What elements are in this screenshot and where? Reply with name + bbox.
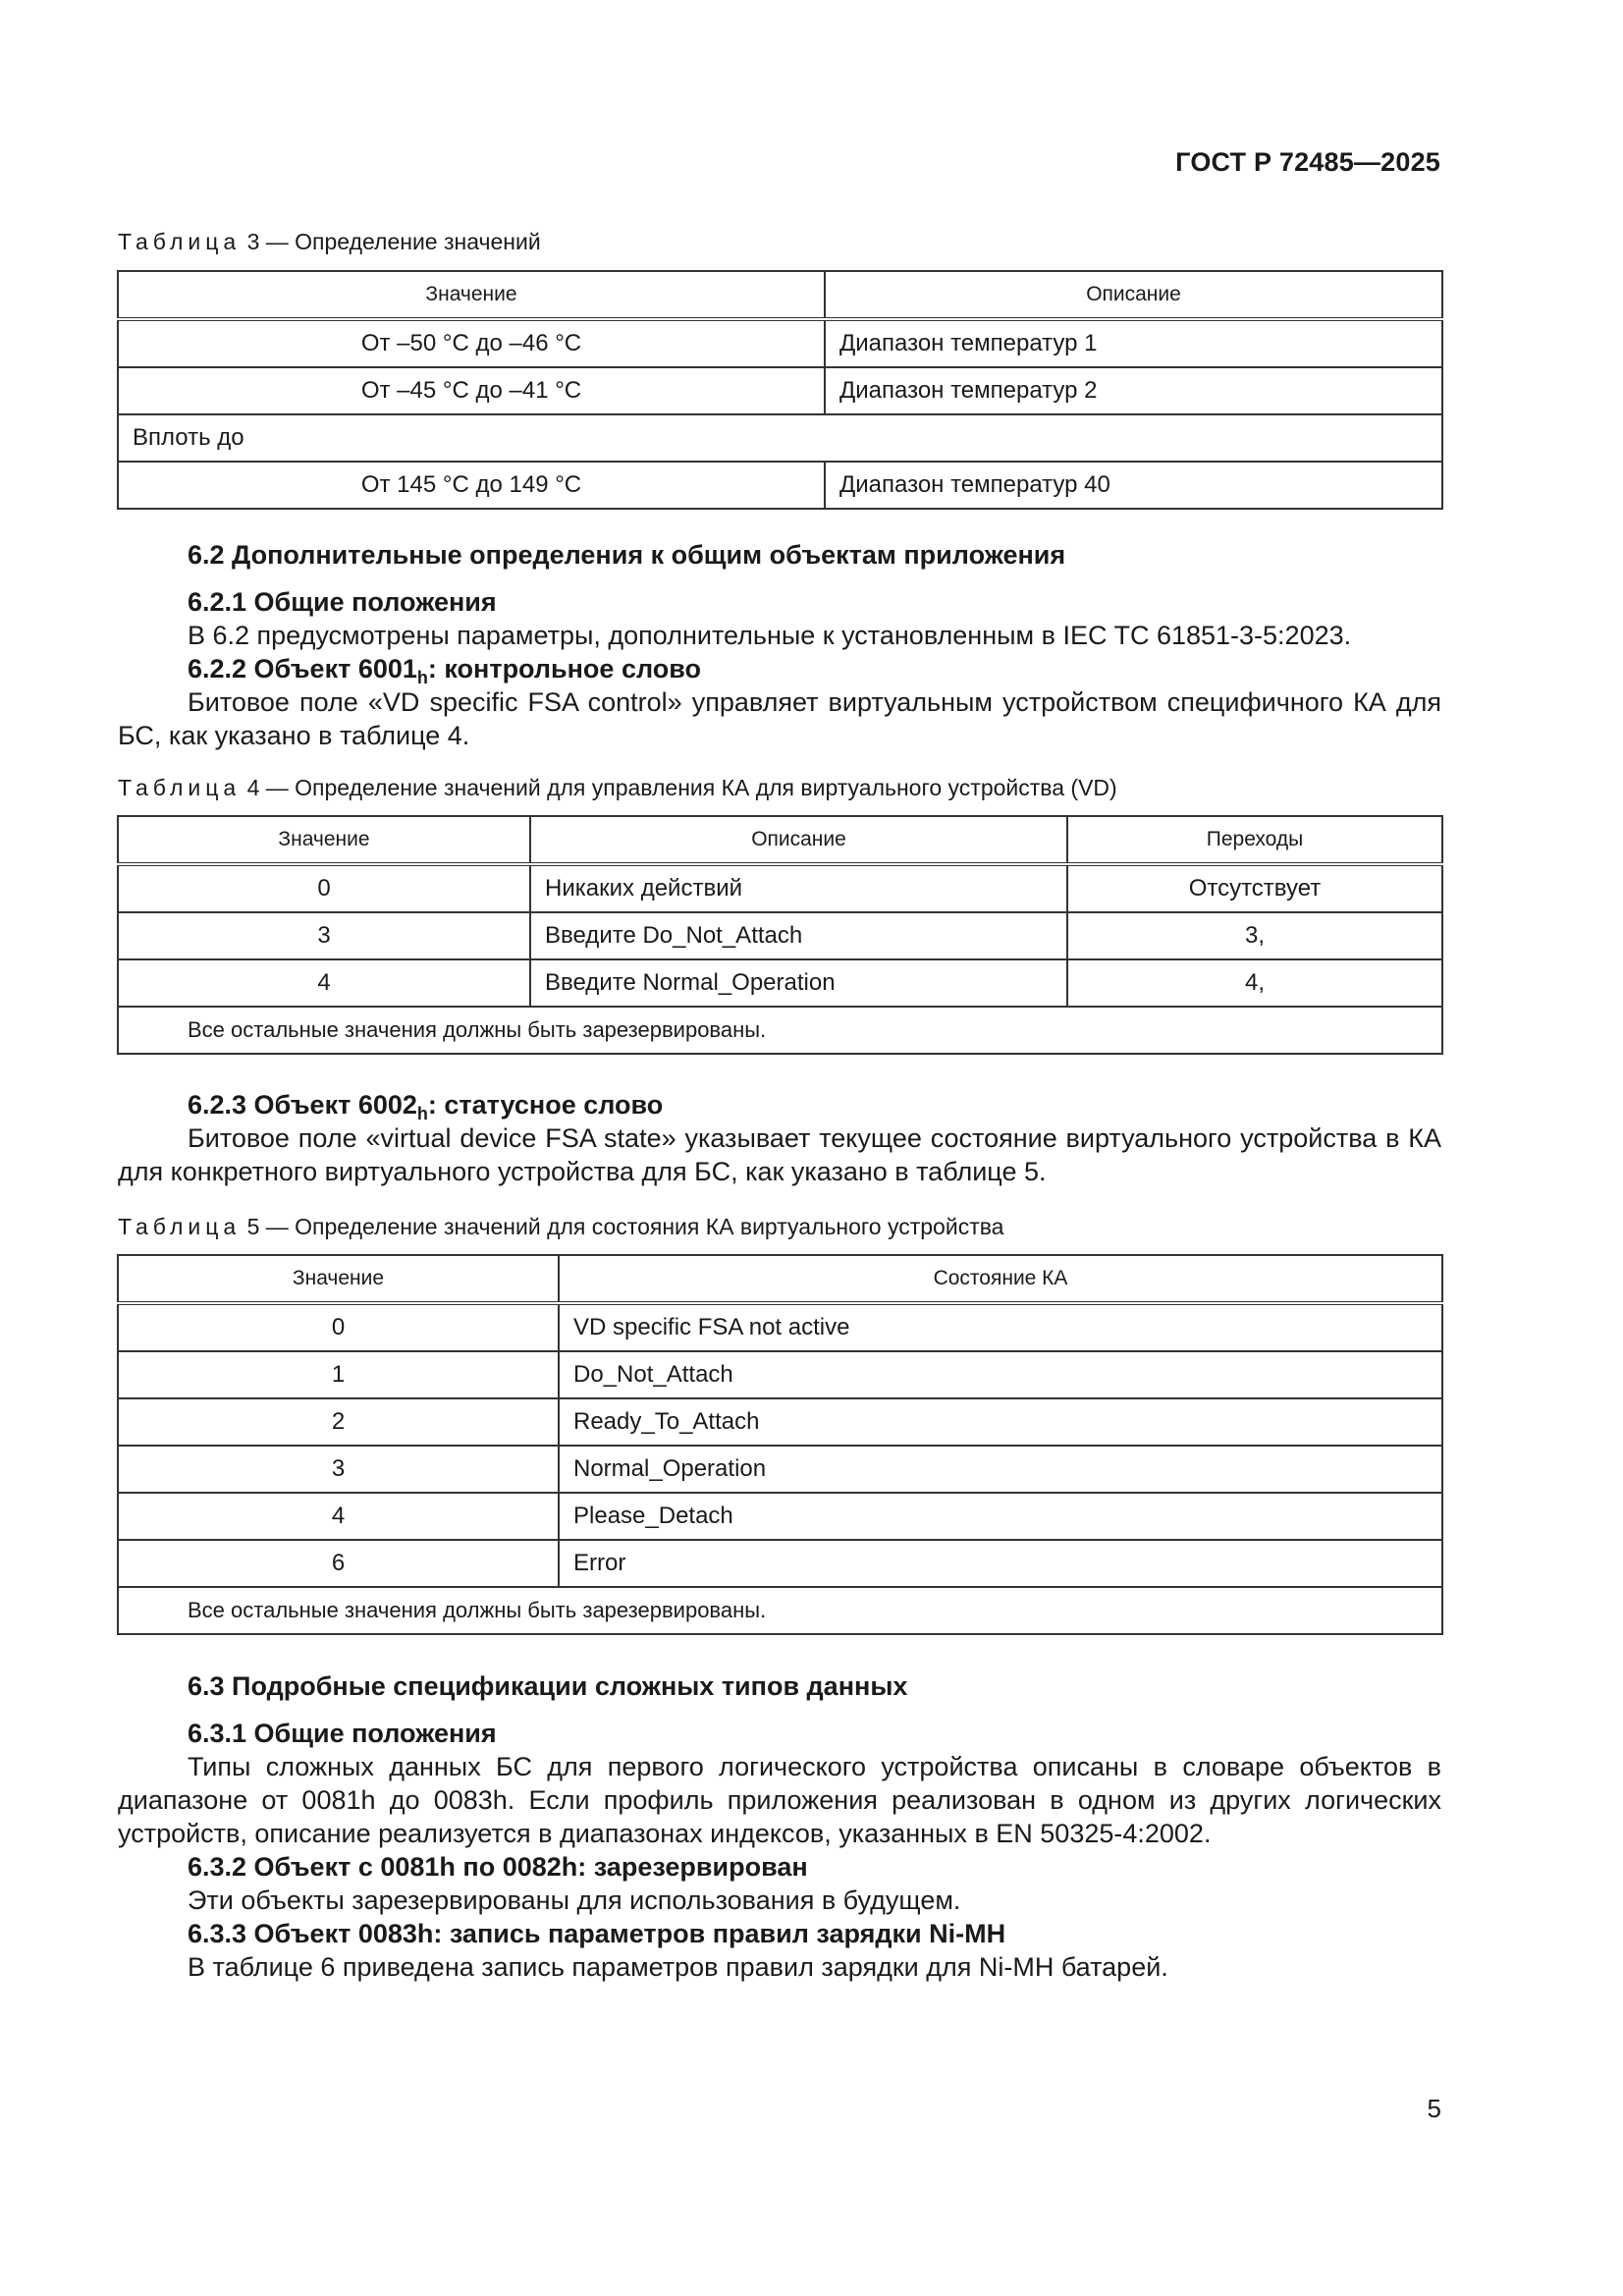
table-cell: Отсутствует	[1067, 864, 1442, 912]
table-note: Все остальные значения должны быть зарезервированы.	[118, 1007, 1442, 1054]
table-cell: От –50 °С до –46 °С	[118, 319, 825, 367]
table-cell: 0	[118, 864, 530, 912]
table-row	[118, 1540, 1442, 1587]
section-heading: 6.2 Дополнительные определения к общим объектам приложения	[188, 540, 1066, 570]
paragraph: Типы сложных данных БС для первого логического устройства описаны в словаре объектов в диапазоне от 0081h до 0083h. Если профиль приложения реализован в одном из других логических устройств, описание реализуется в диапазонах индексов, указанных в EN 50325-4:2002.	[118, 1752, 1441, 1848]
caption-text: — Определение значений	[265, 229, 541, 254]
table4-caption	[118, 775, 1117, 801]
heading-text: : статусное слово	[427, 1090, 664, 1120]
table-cell: 4,	[1067, 959, 1442, 1007]
table-cell: Введите Normal_Operation	[530, 959, 1067, 1007]
table-cell: 3	[118, 912, 530, 959]
section-6-3	[118, 1669, 1441, 1984]
heading-text: 6.2.3 Объект 6002	[188, 1090, 417, 1120]
table-row	[118, 1351, 1442, 1398]
paragraph: В таблице 6 приведена запись параметров правил зарядки для Ni-MH батарей.	[188, 1952, 1168, 1982]
table-cell: 1	[118, 1351, 559, 1398]
table-cell: 3,	[1067, 912, 1442, 959]
table-cell: Введите Do_Not_Attach	[530, 912, 1067, 959]
table5-caption	[118, 1214, 1003, 1240]
table-cell: Диапазон температур 40	[825, 462, 1442, 509]
table5	[117, 1254, 1443, 1635]
table-header-row	[118, 816, 1442, 864]
heading-subscript: h	[416, 668, 428, 687]
table-row	[118, 864, 1442, 912]
table-row	[118, 414, 1442, 462]
paragraph: Битовое поле «virtual device FSA state» указывает текущее состояние виртуального устройства в КА для конкретного виртуального устройства для БС, как указано в таблице 5.	[118, 1123, 1441, 1186]
column-header: Переходы	[1067, 816, 1442, 864]
table-row	[118, 367, 1442, 414]
table-header-row	[118, 1255, 1442, 1303]
table-cell: Никаких действий	[530, 864, 1067, 912]
column-header: Описание	[530, 816, 1067, 864]
column-header: Значение	[118, 816, 530, 864]
paragraph: Эти объекты зарезервированы для использования в будущем.	[188, 1886, 961, 1915]
table-cell: Диапазон температур 2	[825, 367, 1442, 414]
table-row	[118, 959, 1442, 1007]
section-heading: 6.3 Подробные спецификации сложных типов данных	[188, 1671, 908, 1701]
table-cell: 0	[118, 1303, 559, 1351]
table-row	[118, 1446, 1442, 1493]
table-cell: 6	[118, 1540, 559, 1587]
subsection-heading: 6.3.1 Общие положения	[188, 1719, 497, 1748]
paragraph: Битовое поле «VD specific FSA control» управляет виртуальным устройством специфичного КА для БС, как указано в таблице 4.	[118, 687, 1441, 750]
table-cell: 4	[118, 1493, 559, 1540]
table-row	[118, 1493, 1442, 1540]
table-cell: От 145 °С до 149 °С	[118, 462, 825, 509]
table-cell: Диапазон температур 1	[825, 319, 1442, 367]
table-row	[118, 1007, 1442, 1054]
heading-text: : контрольное слово	[427, 654, 701, 683]
table-cell: Do_Not_Attach	[559, 1351, 1442, 1398]
column-header: Состояние КА	[559, 1255, 1442, 1303]
table-row	[118, 1303, 1442, 1351]
heading-text: 6.2.2 Объект 6001	[188, 654, 417, 683]
subsection-heading	[118, 1088, 1441, 1121]
caption-text: — Определение значений для управления КА для виртуального устройства (VD)	[265, 775, 1117, 800]
subsection-heading: 6.2.1 Общие положения	[188, 587, 497, 617]
page-number: 5	[1427, 2094, 1441, 2123]
table-row	[118, 1587, 1442, 1634]
section-6-2-3	[118, 1088, 1441, 1188]
table-cell: 3	[118, 1446, 559, 1493]
table4	[117, 815, 1443, 1055]
table-row	[118, 912, 1442, 959]
subsection-heading: 6.3.3 Объект 0083h: запись параметров правил зарядки Ni-MH	[188, 1919, 1006, 1948]
table-cell: 4	[118, 959, 530, 1007]
column-header: Значение	[118, 271, 825, 319]
column-header: Значение	[118, 1255, 559, 1303]
caption-number: 3	[246, 229, 260, 254]
table-cell: 2	[118, 1398, 559, 1446]
caption-number: 4	[246, 775, 260, 800]
paragraph: В 6.2 предусмотрены параметры, дополнительные к установленным в IEC TC 61851-3-5:2023.	[188, 621, 1352, 650]
heading-subscript: h	[416, 1104, 428, 1123]
table-cell: Ready_To_Attach	[559, 1398, 1442, 1446]
table-cell: Normal_Operation	[559, 1446, 1442, 1493]
caption-word: Таблица	[118, 229, 242, 254]
table-header-row	[118, 271, 1442, 319]
table-cell: VD specific FSA not active	[559, 1303, 1442, 1351]
table-cell: Error	[559, 1540, 1442, 1587]
document-code-header: ГОСТ Р 72485—2025	[1175, 147, 1440, 177]
caption-text: — Определение значений для состояния КА виртуального устройства	[265, 1214, 1004, 1239]
subsection-heading	[118, 652, 1441, 685]
table-row	[118, 319, 1442, 367]
table3	[117, 270, 1443, 510]
caption-number: 5	[246, 1214, 260, 1239]
column-header: Описание	[825, 271, 1442, 319]
table-note: Все остальные значения должны быть зарезервированы.	[118, 1587, 1442, 1634]
table-span-cell: Вплоть до	[118, 414, 1442, 462]
section-6-2	[118, 538, 1441, 752]
table-cell: Please_Detach	[559, 1493, 1442, 1540]
table-cell: От –45 °С до –41 °С	[118, 367, 825, 414]
caption-word: Таблица	[118, 775, 242, 800]
table-row	[118, 1398, 1442, 1446]
caption-word: Таблица	[118, 1214, 242, 1239]
table3-caption	[118, 229, 541, 255]
subsection-heading: 6.3.2 Объект с 0081h по 0082h: зарезервирован	[188, 1852, 808, 1882]
table-row	[118, 462, 1442, 509]
